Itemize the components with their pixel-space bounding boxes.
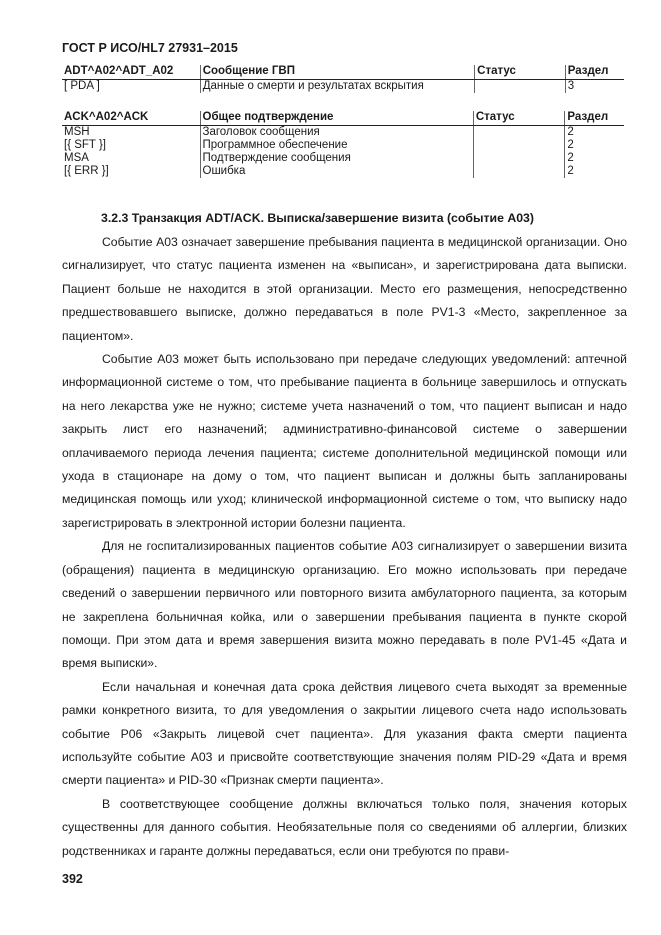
segment-section: 2: [565, 152, 624, 165]
segment-code: [ PDA ]: [64, 80, 100, 92]
paragraph: Для не госпитализированных пациентов событие A03 сигнализирует о завершении визита (обращения) пациента в медицинскую организацию. Его можно использовать при передаче сведений о завершении первичного или повторного визита амбулаторного пациента, за которым не закреплена больничная койка, или о завершении пребывания пациента в пункте скорой помощи. При этом дата и время завершения визита можно передавать в поле PV1-45 «Дата и время выписки».: [62, 539, 627, 671]
column-header-message: ADT^A02^ADT_A02: [62, 65, 200, 80]
segment-description: Заголовок сообщения: [200, 126, 473, 140]
segment-section: 2: [565, 165, 624, 178]
segment-description: Подтверждение сообщения: [200, 152, 473, 165]
body-text: [62, 231, 627, 863]
segment-status: [475, 80, 566, 94]
table-header-row: [62, 111, 624, 126]
segment-section: 2: [565, 139, 624, 152]
segment-description: Программное обеспечение: [200, 139, 473, 152]
column-header-message: ACK^A02^ACK: [62, 111, 200, 126]
segment-description: Ошибка: [200, 165, 473, 178]
segment-description: Данные о смерти и результатах вскрытия: [200, 80, 474, 94]
segment-code: MSA: [64, 152, 89, 164]
table-row: [62, 80, 624, 94]
table-row: [62, 139, 624, 152]
table-header-row: [62, 65, 624, 80]
section-heading: 3.2.3 Транзакция ADT/ACK. Выписка/завершение визита (событие A03): [101, 211, 534, 225]
segment-status: [473, 126, 565, 140]
table-row: [62, 165, 624, 178]
page-number: 392: [62, 872, 83, 886]
segment-code: MSH: [64, 126, 90, 138]
table-row: [62, 152, 624, 165]
segment-code: [{ ERR }]: [64, 165, 109, 177]
segment-section: 2: [565, 126, 624, 140]
message-structure-table-ack: [62, 111, 624, 178]
paragraph: Событие A03 означает завершение пребывания пациента в медицинской организации. Оно сигнализирует, что статус пациента изменен на «выписан», и зарегистрирована дата выписки. Пациент больше не находится в этой организации. Место его размещения, непосредственно предшествовавшего выписке, должно передаваться в поле PV1-3 «Место, закрепленное за пациентом».: [62, 235, 627, 343]
paragraph: Если начальная и конечная дата срока действия лицевого счета выходят за временные рамки конкретного визита, то для уведомления о закрытии лицевого счета надо использовать событие P06 «Закрыть лицевой счет пациента». Для указания факта смерти пациента используйте событие A03 и присвойте соответствующие значения полям PID-29 «Дата и время смерти пациента» и PID-30 «Признак смерти пациента».: [62, 679, 627, 788]
segment-code: [{ SFT }]: [64, 139, 106, 151]
column-header-status: Статус: [475, 65, 566, 80]
column-header-section: Раздел: [565, 65, 624, 80]
segment-status: [473, 165, 565, 178]
segment-status: [473, 139, 565, 152]
segment-status: [473, 152, 565, 165]
message-structure-table-adt: [62, 65, 624, 93]
column-header-section: Раздел: [565, 111, 624, 126]
document-header: ГОСТ Р ИСО/HL7 27931–2015: [62, 41, 238, 55]
segment-section: 3: [565, 80, 624, 94]
paragraph: В соответствующее сообщение должны включаться только поля, значения которых существенны для данного события. Необязательные поля со сведениями об аллергии, близких родственниках и гаранте должны передаваться, если они требуются по прави-: [62, 796, 627, 858]
column-header-description: Общее подтверждение: [200, 111, 473, 126]
column-header-status: Статус: [473, 111, 565, 126]
paragraph: Событие A03 может быть использовано при передаче следующих уведомлений: аптечной информационной системе о том, что пребывание пациента в больнице завершилось и отпускать на него лекарства уже не нужно; системе учета назначений о том, что пациент выписан и надо закрыть лист его назначений; административно-финансовой системе о завершении оплачиваемого периода лечения пациента; системе дополнительной медицинской помощи или ухода в стационаре на дому о том, что пациент выписан и должны быть запланированы медицинская помощь или уход; клинической информационной системе о том, что выписку надо зарегистрировать в электронной истории болезни пациента.: [62, 352, 627, 530]
table-row: [62, 126, 624, 140]
column-header-description: Сообщение ГВП: [200, 65, 474, 80]
